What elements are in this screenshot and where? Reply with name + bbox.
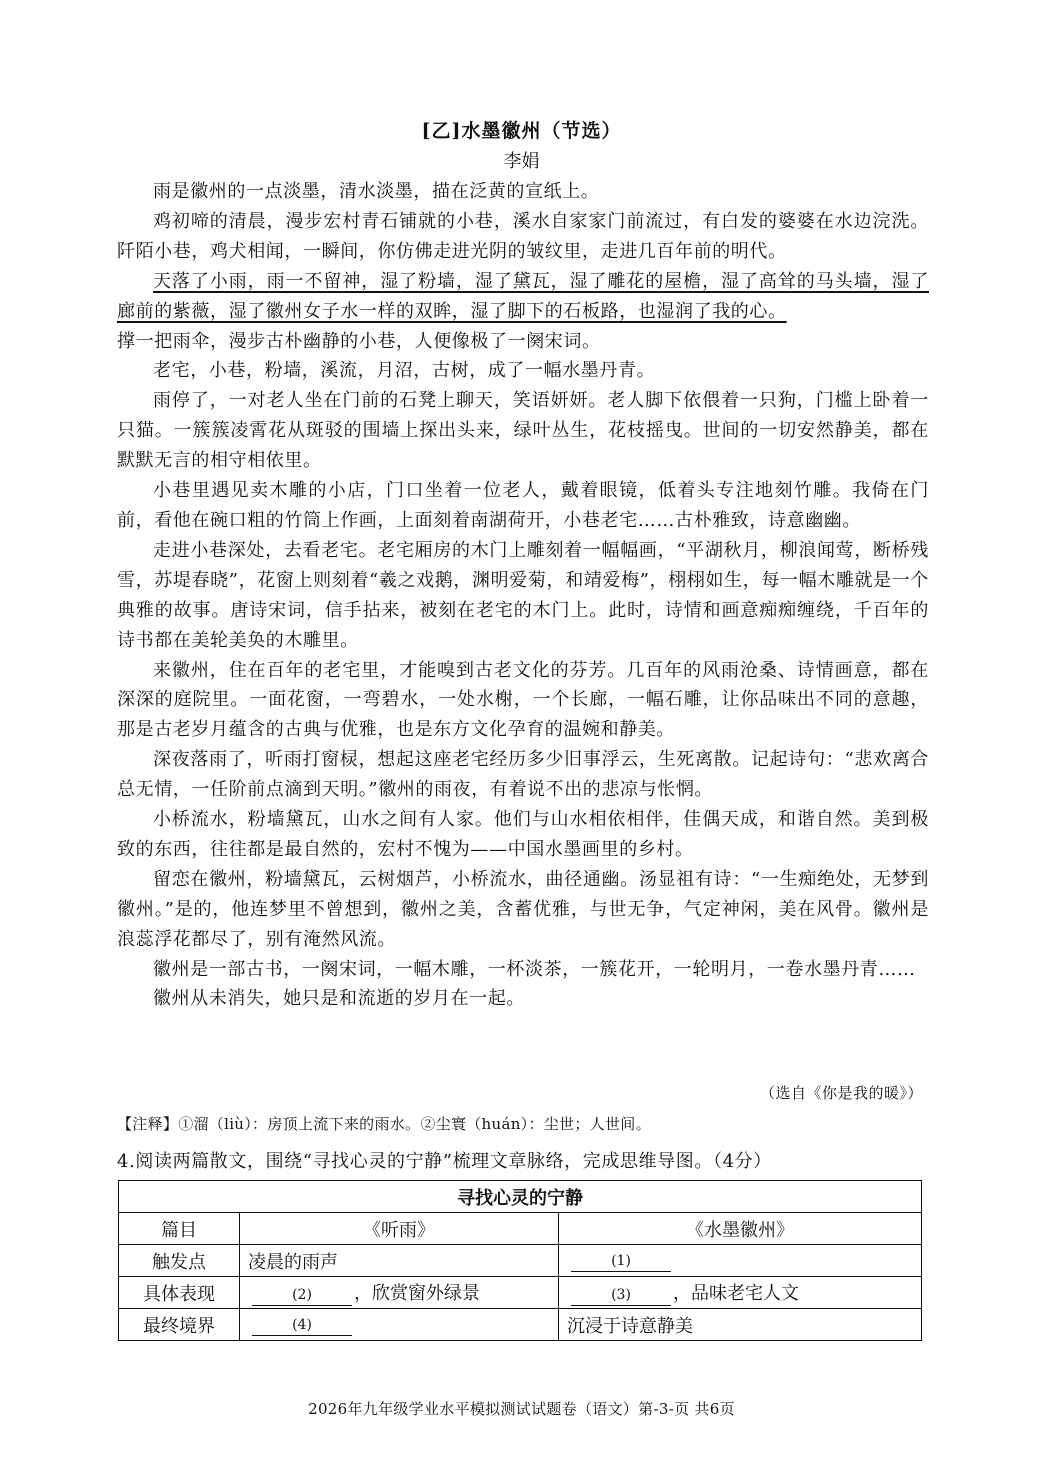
paragraph: 小巷里遇见卖木雕的小店，门口坐着一位老人，戴着眼镜，低着头专注地刻竹雕。我倚在门前，看他在碗口粗的竹筒上作画，上面刻着南湖荷开，小巷老宅……古朴雅致，诗意幽幽。 — [117, 480, 929, 531]
paragraph: 徽州从未消失，她只是和流逝的岁月在一起。 — [153, 988, 525, 1010]
passage-body — [117, 177, 929, 1014]
paragraph: 徽州是一部古书，一阕宋词，一幅木雕，一杯淡茶，一簇花开，一轮明月，一卷水墨丹青…… — [153, 958, 916, 980]
underlined-paragraph — [117, 267, 929, 327]
table-cell — [559, 1309, 922, 1341]
answer-blank[interactable]: (1) — [571, 1251, 671, 1272]
cell-text: ，品味老宅人文 — [673, 1283, 799, 1304]
paragraph: 留恋在徽州，粉墙黛瓦，云树烟芦，小桥流水，曲径通幽。汤显祖有诗：“一生痴绝处，无梦到徽州。”是的，他连梦里不曾想到，徽州之美，含蓄优雅，与世无争，气定神闲，美在风骨。徽州是浪蕊浮花都尽了，别有淹然风流。 — [117, 868, 929, 950]
table-title: 寻找心灵的宁静 — [119, 1181, 922, 1213]
table-cell — [559, 1277, 922, 1309]
table-row — [119, 1309, 922, 1341]
answer-blank[interactable]: (3) — [571, 1285, 671, 1306]
table-header-row — [119, 1213, 922, 1245]
column-header: 《水墨徽州》 — [559, 1213, 922, 1245]
source-citation: （选自《你是我的暖》） — [759, 1084, 923, 1102]
table-cell — [559, 1245, 922, 1277]
column-header: 《听雨》 — [240, 1213, 559, 1245]
cell-text: 凌晨的雨声 — [248, 1251, 338, 1273]
paragraph: 鸡初啼的清晨，漫步宏村青石铺就的小巷，溪水自家家门前流过，有白发的婆婆在水边浣洗。阡陌小巷，鸡犬相闻，一瞬间，你仿佛走进光阴的皱纹里，走进几百年前的明代。 — [117, 210, 929, 262]
table-row — [119, 1245, 922, 1277]
cell-text: ，欣赏窗外绿景 — [354, 1283, 480, 1304]
table-title-row — [119, 1181, 922, 1213]
answer-blank[interactable]: (4) — [252, 1315, 352, 1336]
table-row — [119, 1277, 922, 1309]
row-label: 最终境界 — [119, 1309, 240, 1341]
passage-title: [乙]水墨徽州（节选） — [421, 120, 622, 142]
paragraph: 撑一把雨伞，漫步古朴幽静的小巷，人便像极了一阕宋词。 — [117, 330, 601, 352]
cell-text: 沉浸于诗意静美 — [567, 1315, 693, 1337]
table-cell — [240, 1245, 559, 1277]
paragraph: 老宅，小巷，粉墙，溪流，月沼，古树，成了一幅水墨丹青。 — [153, 360, 656, 382]
paragraph: 深夜落雨了，听雨打窗棂，想起这座老宅经历多少旧事浮云，生死离散。记起诗句：“悲欢离合总无情，一任阶前点滴到天明。”徽州的雨夜，有着说不出的悲凉与怅惘。 — [117, 749, 929, 801]
passage-author: 李娟 — [503, 151, 540, 172]
underlined-sentence: 天落了小雨，雨一不留神，湿了粉墙，湿了黛瓦，湿了雕花的屋檐，湿了高耸的马头墙，湿了廊前的紫薇，湿了徽州女子水一样的双眸，湿了脚下的石板路，也湿润了我的心。 — [117, 270, 929, 322]
annotation-notes: 【注释】①溜（liù）：房顶上流下来的雨水。②尘寰（huán）：尘世；人世间。 — [117, 1115, 651, 1133]
answer-blank[interactable]: (2) — [252, 1285, 352, 1306]
paragraph: 来徽州，住在百年的老宅里，才能嗅到古老文化的芬芳。几百年的风雨沧桑、诗情画意，都在深深的庭院里。一面花窗，一弯碧水，一处水榭，一个长廊，一幅石雕，让你品味出不同的意趣，那是古老岁月蕴含的古典与优雅，也是东方文化孕育的温婉和静美。 — [117, 659, 929, 741]
paragraph: 雨停了，一对老人坐在门前的石凳上聊天，笑语妍妍。老人脚下依偎着一只狗，门槛上卧着一只猫。一簇簇凌霄花从斑驳的围墙上探出头来，绿叶丛生，花枝摇曳。世间的一切安然静美，都在默默无言的相守相依里。 — [117, 390, 929, 472]
table-cell — [240, 1277, 559, 1309]
row-label: 触发点 — [119, 1245, 240, 1277]
column-header: 篇目 — [119, 1213, 240, 1245]
question-4: 4.阅读两篇散文，围绕“寻找心灵的宁静”梳理文章脉络，完成思维导图。（4分） — [117, 1151, 772, 1172]
mind-map-table — [118, 1180, 922, 1341]
row-label: 具体表现 — [119, 1277, 240, 1309]
table-cell — [240, 1309, 559, 1341]
paragraph: 走进小巷深处，去看老宅。老宅厢房的木门上雕刻着一幅幅画，“平湖秋月，柳浪闻莺，断桥残雪，苏堤春晓”，花窗上则刻着“羲之戏鹅，渊明爱菊，和靖爱梅”，栩栩如生，每一幅木雕就是一个典雅的故事。唐诗宋词，信手拈来，被刻在老宅的木门上。此时，诗情和画意痴痴缠绕，千百年的诗书都在美轮美奂的木雕里。 — [117, 539, 929, 651]
page-footer: 2026年九年级学业水平模拟测试试题卷（语文）第-3-页 共6页 — [308, 1400, 735, 1418]
paragraph: 小桥流水，粉墙黛瓦，山水之间有人家。他们与山水相依相伴，佳偶天成，和谐自然。美到极致的东西，往往都是最自然的，宏村不愧为——中国水墨画里的乡村。 — [117, 809, 929, 860]
paragraph: 雨是徽州的一点淡墨，清水淡墨，描在泛黄的宣纸上。 — [153, 181, 600, 202]
